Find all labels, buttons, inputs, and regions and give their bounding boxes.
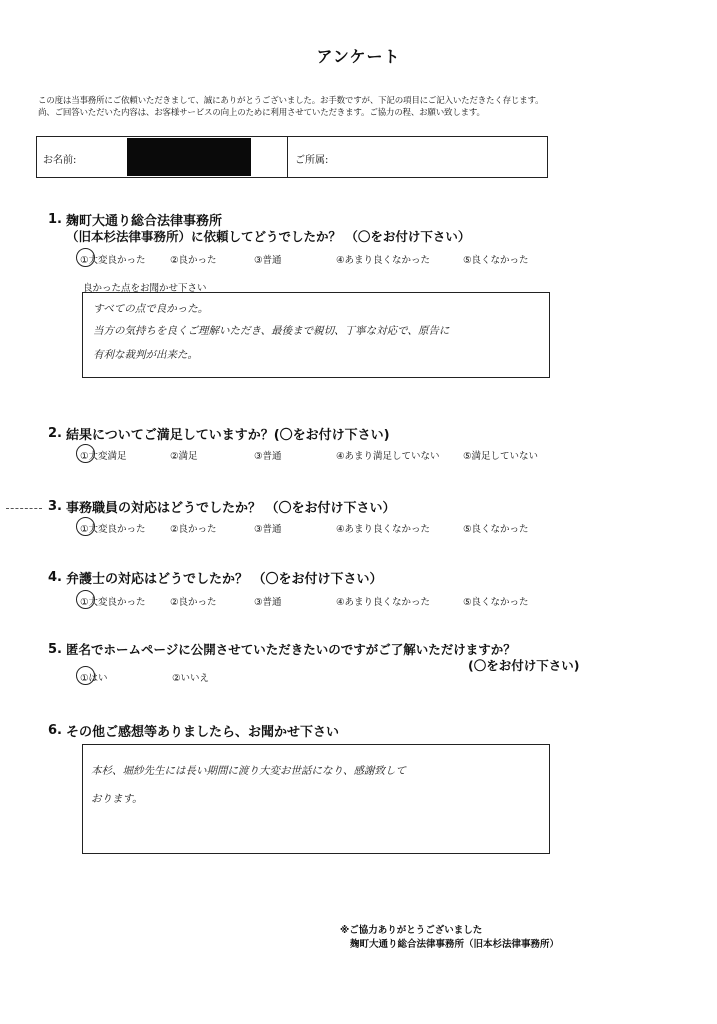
q6-answer-line-2: おります。: [91, 793, 143, 805]
q1-number: 1.: [48, 212, 62, 227]
q1-option-3: ③普通: [254, 255, 282, 266]
q5-option-1: ①はい: [80, 673, 108, 684]
q1-subhead: 良かった点をお聞かせ下さい: [83, 283, 207, 294]
q1-text-line-2: （旧本杉法律事務所）に依頼してどうでしたか？ （〇をお付け下さい）: [66, 229, 471, 244]
q6-answer-box: [82, 744, 550, 854]
q4-option-3: ③普通: [254, 597, 282, 608]
q4-text: 弁護士の対応はどうでしたか？ （〇をお付け下さい）: [66, 572, 383, 587]
q5-option-2: ②いいえ: [172, 673, 210, 684]
q1-option-4: ④あまり良くなかった: [336, 255, 431, 266]
q1-answer-line-3: 有利な裁判が出来た。: [93, 349, 198, 361]
q3-number: 3.: [48, 499, 62, 514]
q1-option-1: ①大変良かった: [80, 255, 146, 266]
intro-line-2: 尚、ご回答いただいた内容は、お客様サービスの向上のために利用させていただきます。ご協力の程、お願い致します。: [38, 108, 485, 118]
q1-option-2: ②良かった: [170, 255, 217, 266]
name-label: お名前:: [43, 155, 77, 166]
q2-option-5: ⑤満足していない: [463, 451, 539, 462]
q2-option-2: ②満足: [170, 451, 198, 462]
affiliation-label: ご所属:: [295, 155, 329, 166]
field-divider: [287, 137, 288, 177]
q4-number: 4.: [48, 570, 62, 585]
q4-option-5: ⑤良くなかった: [463, 597, 529, 608]
q1-text-line-1: 麹町大通り総合法律事務所: [66, 214, 223, 229]
scan-dash-mark: [6, 508, 42, 509]
footer-thanks: ※ご協力ありがとうございました: [340, 925, 483, 936]
q6-text: その他ご感想等ありましたら、お聞かせ下さい: [66, 725, 340, 740]
q3-option-4: ④あまり良くなかった: [336, 524, 431, 535]
q1-answer-line-1: すべての点で良かった。: [93, 303, 209, 315]
page-title: アンケート: [316, 47, 401, 66]
q5-number: 5.: [48, 642, 62, 657]
q5-text-line-2: (〇をお付け下さい): [468, 658, 580, 673]
q6-number: 6.: [48, 723, 62, 738]
name-affiliation-box: [36, 136, 548, 178]
q1-answer-box: [82, 292, 550, 378]
redacted-name: [127, 138, 251, 176]
q1-answer-line-2: 当方の気持ちを良くご理解いただき、最後まで親切、丁寧な対応で、原告に: [93, 325, 450, 337]
q4-option-1: ①大変良かった: [80, 597, 146, 608]
intro-line-1: この度は当事務所にご依頼いただきまして、誠にありがとうございました。お手数ですが、下記の項目にご記入いただきたく存じます。: [38, 96, 544, 106]
q2-option-4: ④あまり満足していない: [336, 451, 440, 462]
q3-option-3: ③普通: [254, 524, 282, 535]
q3-option-2: ②良かった: [170, 524, 217, 535]
footer-firm-name: 麹町大通り総合法律事務所（旧本杉法律事務所）: [350, 939, 560, 950]
q3-option-5: ⑤良くなかった: [463, 524, 529, 535]
q1-option-5: ⑤良くなかった: [463, 255, 529, 266]
q3-option-1: ①大変良かった: [80, 524, 146, 535]
q2-option-1: ①大変満足: [80, 451, 127, 462]
q3-text: 事務職員の対応はどうでしたか？ （〇をお付け下さい）: [66, 501, 396, 516]
q4-option-4: ④あまり良くなかった: [336, 597, 431, 608]
q4-option-2: ②良かった: [170, 597, 217, 608]
q2-text: 結果についてご満足していますか？(〇をお付け下さい): [66, 428, 390, 443]
q5-text: 匿名でホームページに公開させていただきたいのですがご了解いただけますか？: [66, 642, 516, 657]
q2-number: 2.: [48, 426, 62, 441]
q2-option-3: ③普通: [254, 451, 282, 462]
q6-answer-line-1: 本杉、堀紗先生には長い期間に渡り大変お世話になり、感謝致して: [91, 765, 406, 777]
